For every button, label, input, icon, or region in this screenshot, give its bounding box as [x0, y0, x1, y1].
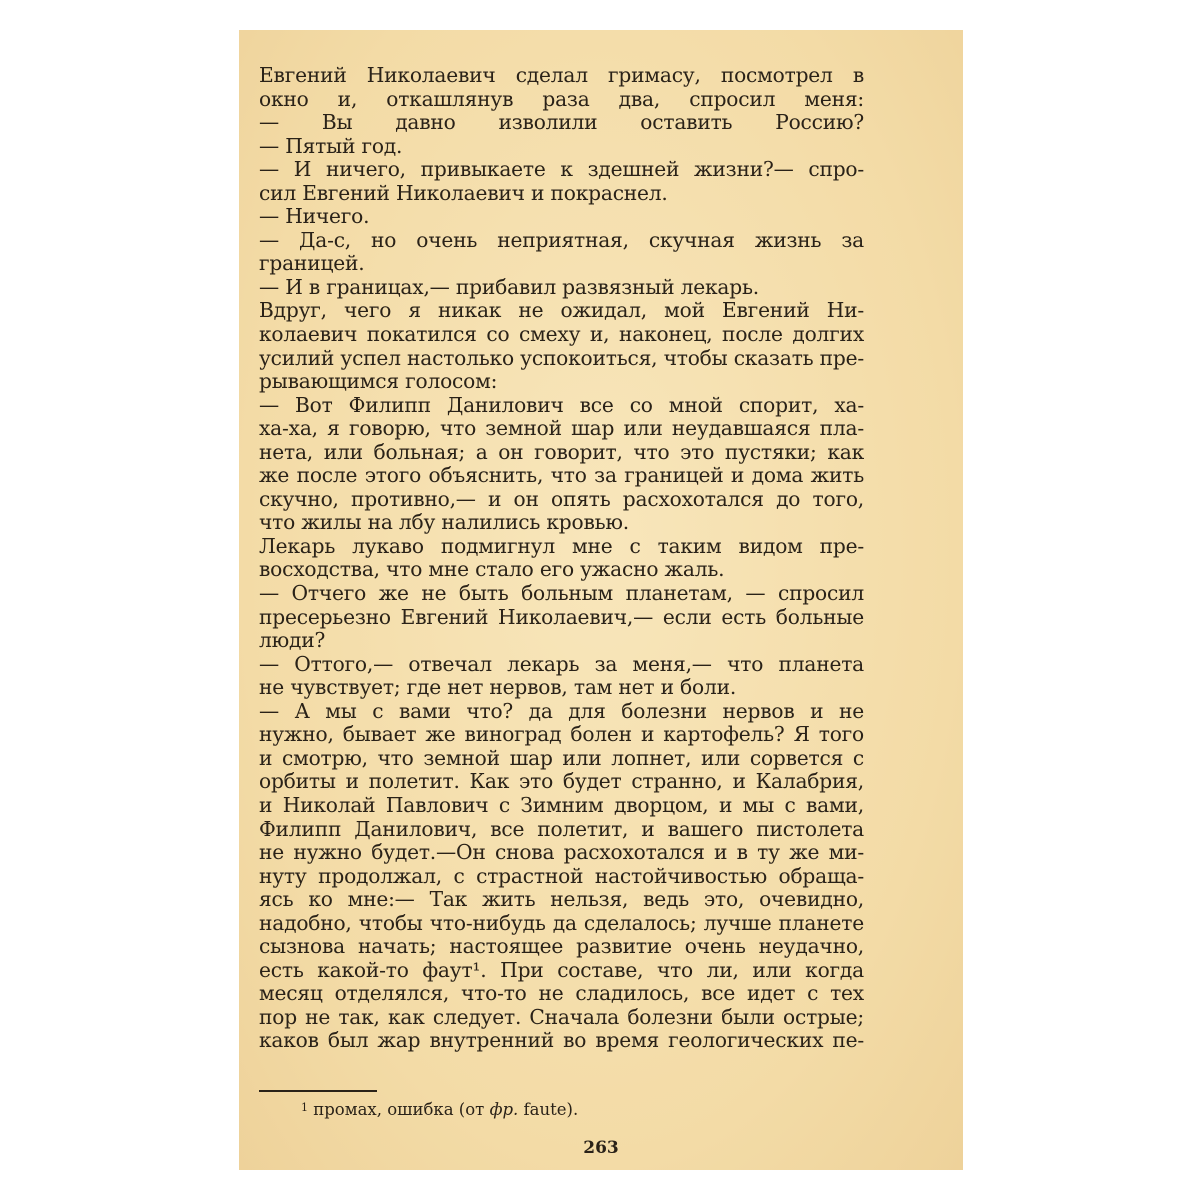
- text-line: колаевич покатился со смеху и, наконец, после долгих: [259, 322, 864, 347]
- text-line: пресерьезно Евгений Николаевич,— если есть больные: [259, 604, 864, 629]
- text-line: пор не так, как следует. Сначала болезни были острые;: [259, 1004, 864, 1029]
- text-line: не нужно будет.—Он снова расхохотался и в ту же ми-: [259, 840, 864, 865]
- footnote-rule: [259, 1090, 377, 1092]
- book-page: [239, 30, 963, 1170]
- text-line: и Николай Павлович с Зимним дворцом, и мы с вами,: [259, 792, 864, 817]
- footnote-marker: 1: [301, 1101, 308, 1114]
- text-line: — Вы давно изволили оставить Россию?: [259, 110, 864, 135]
- text-line: и смотрю, что земной шар или лопнет, или сорвется с: [259, 745, 864, 770]
- text-line: нужно, бывает же виноград болен и картофель? Я того: [259, 722, 864, 747]
- text-line: скучно, противно,— и он опять расхохотался до того,: [259, 486, 864, 511]
- text-line: — Отчего же не быть больным планетам, — спросил: [259, 581, 864, 606]
- body-text: [259, 64, 864, 1053]
- text-line: нуту продолжал, с страстной настойчивостью обраща-: [259, 863, 864, 888]
- text-line: — А мы с вами что? да для болезни нервов и не: [259, 698, 864, 723]
- text-line: нета, или больная; а он говорит, что это пустяки; как: [259, 439, 864, 464]
- footnote-italic: фр.: [489, 1100, 519, 1119]
- text-line: восходства, что мне стало его ужасно жаль.: [259, 557, 725, 582]
- footnote-text-after: faute).: [518, 1100, 579, 1119]
- text-line: же после этого объяснить, что за границей и дома жить: [259, 463, 864, 488]
- text-line: — И в границах,— прибавил развязный лекарь.: [259, 274, 759, 299]
- text-line: — Ничего.: [259, 204, 370, 229]
- text-line: — Да-с, но очень неприятная, скучная жизнь за: [259, 227, 864, 252]
- text-line: есть какой-то фаут¹. При составе, что ли, или когда: [259, 957, 864, 982]
- text-line: — И ничего, привыкаете к здешней жизни?— спро-: [259, 157, 864, 182]
- text-line: не чувствует; где нет нервов, там нет и боли.: [259, 675, 737, 700]
- text-line: окно и, откашлянув раза два, спросил меня:: [259, 86, 864, 111]
- text-line: — Оттого,— отвечал лекарь за меня,— что планета: [259, 651, 864, 676]
- text-line: сил Евгений Николаевич и покраснел.: [259, 180, 668, 205]
- text-line: месяц отделялся, что-то не сладилось, все идет с тех: [259, 981, 864, 1006]
- footnote-text-before: промах, ошибка (от: [313, 1100, 490, 1119]
- text-line: Лекарь лукаво подмигнул мне с таким видом пре-: [259, 533, 864, 558]
- footnote: [301, 1099, 578, 1121]
- text-line: каков был жар внутренний во время геологических пе-: [259, 1028, 864, 1053]
- text-line: Вдруг, чего я никак не ожидал, мой Евгений Ни-: [259, 298, 864, 323]
- text-line: сызнова начать; настоящее развитие очень неудачно,: [259, 934, 864, 959]
- text-line: — Пятый год.: [259, 133, 403, 158]
- text-line: границей.: [259, 251, 365, 276]
- text-line: Евгений Николаевич сделал гримасу, посмотрел в: [259, 63, 864, 87]
- text-line: усилий успел настолько успокоиться, чтобы сказать пре-: [259, 345, 865, 370]
- text-line: надобно, чтобы что-нибудь да сделалось; лучше планете: [259, 910, 864, 935]
- text-line: рывающимся голосом:: [259, 369, 498, 394]
- text-line: что жилы на лбу налились кровью.: [259, 510, 630, 535]
- text-line: — Вот Филипп Данилович все со мной спорит, ха-: [259, 392, 864, 417]
- text-line: люди?: [259, 628, 326, 653]
- text-line: Филипп Данилович, все полетит, и вашего пистолета: [259, 816, 864, 841]
- page-number: 263: [583, 1138, 619, 1158]
- text-line: орбиты и полетит. Как это будет странно, и Калабрия,: [259, 769, 864, 794]
- text-line: ха-ха, я говорю, что земной шар или неудавшаяся пла-: [259, 416, 864, 441]
- text-line: ясь ко мне:— Так жить нельзя, ведь это, очевидно,: [259, 887, 864, 912]
